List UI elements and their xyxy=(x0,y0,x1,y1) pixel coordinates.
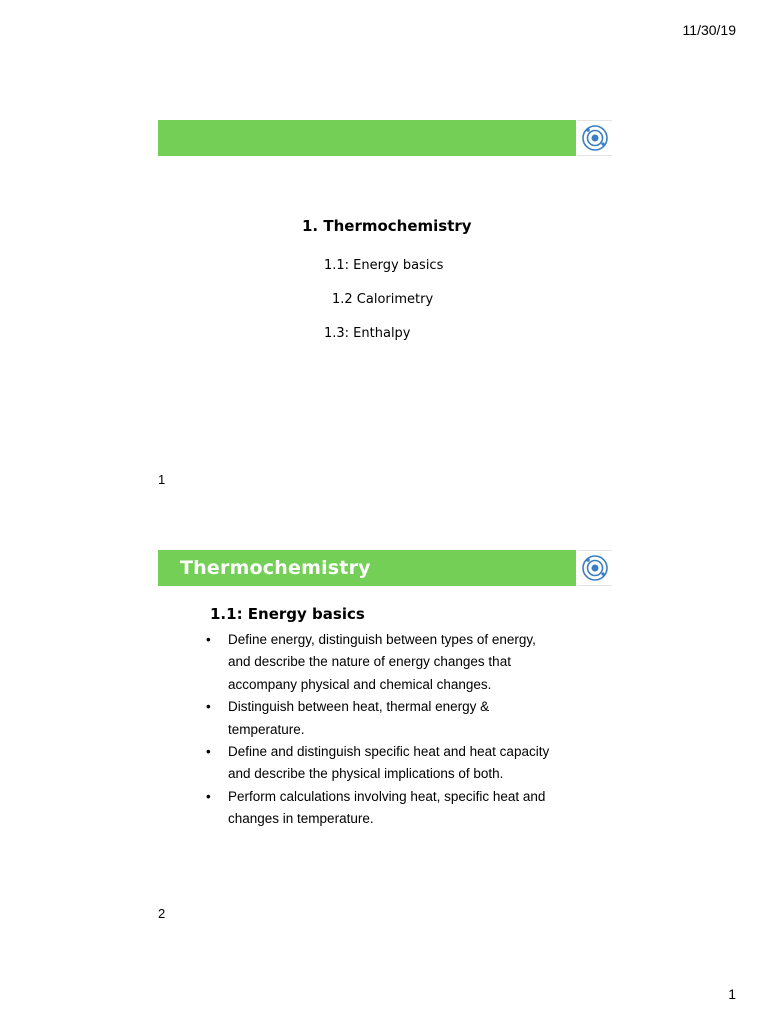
header-title: Thermochemistry xyxy=(180,557,371,579)
atom-orbit-icon xyxy=(577,550,612,586)
page-number: 1 xyxy=(728,986,736,1002)
toc-item: 1.1: Energy basics xyxy=(324,258,444,273)
header-bar xyxy=(158,550,576,586)
slide-number: 1 xyxy=(158,472,166,487)
toc-item: 1.3: Enthalpy xyxy=(324,326,411,341)
bullet-item xyxy=(206,786,606,831)
slide-number: 2 xyxy=(158,906,166,921)
bullet-line: Perform calculations involving heat, specific heat and xyxy=(228,788,546,804)
bullet-item xyxy=(206,741,606,786)
section-heading: 1.1: Energy basics xyxy=(210,605,365,623)
bullet-line: changes in temperature. xyxy=(228,811,374,827)
bullet-list xyxy=(206,629,606,831)
bullet-item xyxy=(206,696,606,741)
bullet-line: Define and distinguish specific heat and heat capacity xyxy=(228,744,550,760)
toc-title: 1. Thermochemistry xyxy=(302,217,472,235)
bullet-line: temperature. xyxy=(228,721,305,737)
bullet-line: accompany physical and chemical changes. xyxy=(228,676,492,692)
atom-orbit-icon xyxy=(577,120,612,156)
bullet-icon: • xyxy=(206,788,211,804)
slide-2 xyxy=(158,550,612,921)
bullet-line: and describe the physical implications of both. xyxy=(228,766,504,782)
bullet-icon: • xyxy=(206,699,211,715)
header-bar xyxy=(158,120,576,156)
slide-header xyxy=(158,120,612,156)
bullet-line: Define energy, distinguish between types of energy, xyxy=(228,632,536,647)
page-date: 11/30/19 xyxy=(682,22,736,38)
bullet-line: Distinguish between heat, thermal energy & xyxy=(228,699,490,715)
bullet-icon: • xyxy=(206,744,211,760)
toc-item: 1.2 Calorimetry xyxy=(332,292,434,307)
slide-1 xyxy=(158,120,612,487)
bullet-icon: • xyxy=(206,632,211,647)
bullet-item xyxy=(206,629,606,696)
bullet-line: and describe the nature of energy changes that xyxy=(228,654,511,670)
slide-header xyxy=(158,550,612,586)
